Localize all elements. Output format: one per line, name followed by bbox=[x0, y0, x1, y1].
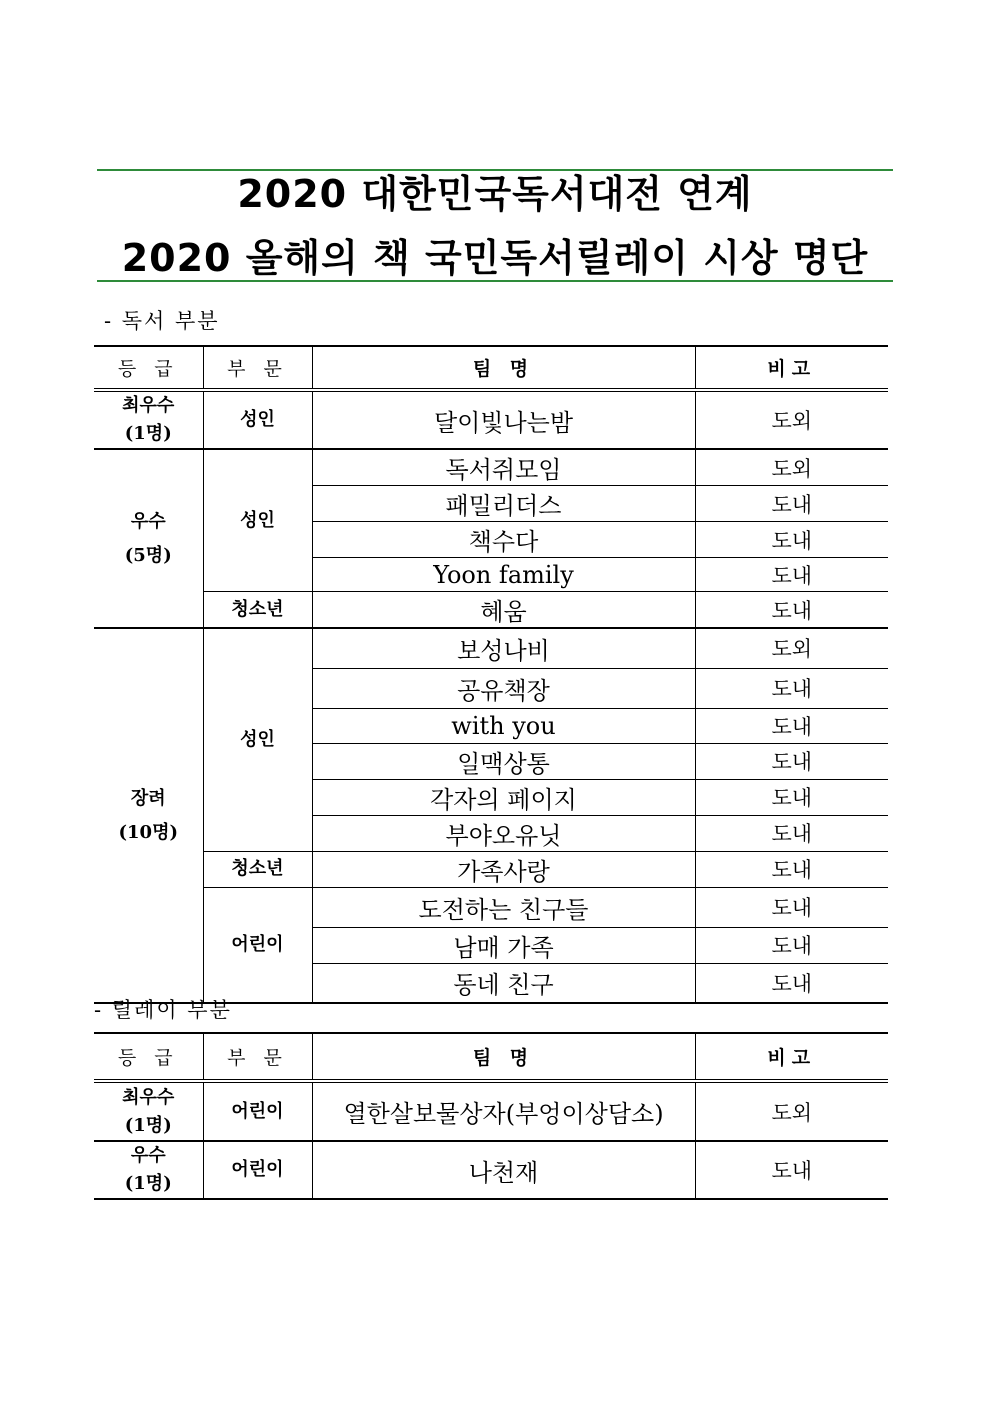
team-name: 일맥상통 bbox=[312, 743, 695, 779]
grade-name: 우수 bbox=[130, 1145, 166, 1166]
team-name: 독서쥐모임 bbox=[312, 449, 695, 486]
team-name: 보성나비 bbox=[312, 628, 695, 668]
header-team: 팀 명 bbox=[312, 346, 695, 390]
team-name: 달이빛나는밤 bbox=[312, 390, 695, 449]
note-cell: 도내 bbox=[695, 963, 888, 1003]
team-name: 도전하는 친구들 bbox=[312, 887, 695, 927]
team-name: 책수다 bbox=[312, 522, 695, 558]
grade-count: (10명) bbox=[118, 821, 178, 843]
header-grade: 등 급 bbox=[94, 1033, 203, 1081]
grade-cell bbox=[94, 628, 203, 1003]
division-cell: 성인 bbox=[203, 628, 312, 851]
team-name: Yoon family bbox=[312, 558, 695, 592]
table-row bbox=[94, 887, 888, 927]
note-cell: 도내 bbox=[695, 815, 888, 851]
grade-name: 최우수 bbox=[122, 1086, 175, 1108]
team-name: 부야오유닛 bbox=[312, 815, 695, 851]
note-cell: 도외 bbox=[695, 449, 888, 486]
note-cell: 도내 bbox=[695, 708, 888, 743]
relay-awards-table bbox=[94, 1032, 888, 1200]
table-row bbox=[94, 851, 888, 887]
header-team: 팀 명 bbox=[312, 1033, 695, 1081]
note-cell: 도내 bbox=[695, 592, 888, 629]
table-row bbox=[94, 628, 888, 668]
note-cell: 도내 bbox=[695, 668, 888, 708]
note-cell: 도내 bbox=[695, 743, 888, 779]
note-cell: 도내 bbox=[695, 779, 888, 815]
grade-cell bbox=[94, 1141, 203, 1199]
division-cell: 청소년 bbox=[203, 851, 312, 887]
note-cell: 도내 bbox=[695, 558, 888, 592]
reading-awards-table bbox=[94, 345, 888, 1004]
team-name: 동네 친구 bbox=[312, 963, 695, 1003]
division-cell: 성인 bbox=[203, 390, 312, 449]
note-cell: 도외 bbox=[695, 628, 888, 668]
note-cell: 도내 bbox=[695, 927, 888, 963]
team-name: 혜움 bbox=[312, 592, 695, 629]
team-name: 남매 가족 bbox=[312, 927, 695, 963]
grade-cell bbox=[94, 449, 203, 628]
grade-name: 장려 bbox=[130, 787, 166, 809]
team-name: 가족사랑 bbox=[312, 851, 695, 887]
header-division: 부 문 bbox=[203, 346, 312, 390]
table-row bbox=[94, 390, 888, 449]
title-bottom-rule bbox=[97, 280, 893, 282]
team-name: 각자의 페이지 bbox=[312, 779, 695, 815]
header-note: 비고 bbox=[695, 346, 888, 390]
team-name: 열한살보물상자(부엉이상담소) bbox=[312, 1081, 695, 1141]
page-title-line1: 2020 대한민국독서대전 연계 bbox=[237, 172, 753, 216]
table-row bbox=[94, 449, 888, 486]
team-name: with you bbox=[312, 708, 695, 743]
table-row bbox=[94, 592, 888, 629]
header-note: 비고 bbox=[695, 1033, 888, 1081]
table-row bbox=[94, 1081, 888, 1141]
note-cell: 도내 bbox=[695, 1141, 888, 1199]
note-cell: 도내 bbox=[695, 522, 888, 558]
grade-count: (5명) bbox=[124, 544, 172, 566]
grade-cell bbox=[94, 1081, 203, 1141]
note-cell: 도외 bbox=[695, 1081, 888, 1141]
division-cell: 성인 bbox=[203, 449, 312, 592]
grade-name: 우수 bbox=[130, 510, 166, 532]
division-cell: 어린이 bbox=[203, 887, 312, 1003]
grade-cell bbox=[94, 390, 203, 449]
note-cell: 도내 bbox=[695, 486, 888, 522]
division-cell: 어린이 bbox=[203, 1081, 312, 1141]
relay-section-label: - 릴레이 부분 bbox=[94, 998, 232, 1022]
reading-section-label: - 독서 부분 bbox=[104, 309, 220, 333]
note-cell: 도내 bbox=[695, 851, 888, 887]
grade-count: (1명) bbox=[124, 1173, 172, 1194]
team-name: 나천재 bbox=[312, 1141, 695, 1199]
team-name: 패밀리더스 bbox=[312, 486, 695, 522]
table-row bbox=[94, 1141, 888, 1199]
grade-name: 최우수 bbox=[122, 395, 175, 416]
page-title-line2: 2020 올해의 책 국민독서릴레이 시상 명단 bbox=[121, 236, 869, 280]
header-division: 부 문 bbox=[203, 1033, 312, 1081]
note-cell: 도외 bbox=[695, 390, 888, 449]
header-grade: 등 급 bbox=[94, 346, 203, 390]
division-cell: 어린이 bbox=[203, 1141, 312, 1199]
grade-count: (1명) bbox=[124, 423, 172, 444]
note-cell: 도내 bbox=[695, 887, 888, 927]
grade-count: (1명) bbox=[124, 1114, 172, 1136]
division-cell: 청소년 bbox=[203, 592, 312, 629]
team-name: 공유책장 bbox=[312, 668, 695, 708]
